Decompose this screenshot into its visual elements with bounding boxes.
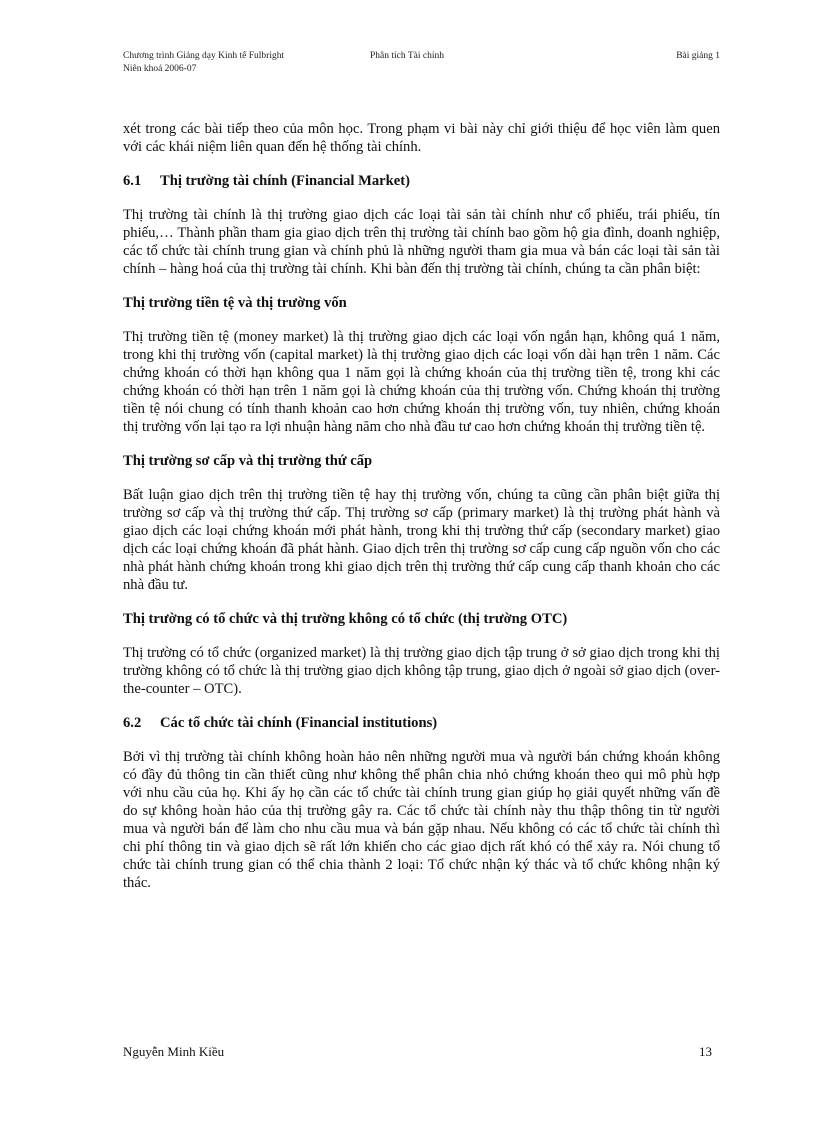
organized-otc-market-paragraph: Thị trường có tổ chức (organized market) là thị trường giao dịch tập trung ở sở giao dịch trong khi thị trường không có tổ chức là thị trường giao dịch không tập trung, giao dịch ở ngoài sở giao dịch (over-the-counter – OTC). [123,645,720,697]
money-capital-market-paragraph: Thị trường tiền tệ (money market) là thị trường giao dịch các loại vốn ngắn hạn, không quá 1 năm, trong khi thị trường vốn (capital market) là thị trường giao dịch các loại vốn dài hạn trên 1 năm. Các chứng khoán có thời hạn không qua 1 năm gọi là chứng khoán của thị trường tiền tệ, trong khi các chứng khoán có thời hạn trên 1 năm gọi là chứng khoán của thị trường vốn. Chứng khoán thị trường tiền tệ nói chung có tính thanh khoản cao hơn chứng khoán thị trường vốn, tuy nhiên, chứng khoán thị trường vốn lại tạo ra lợi nhuận hàng năm cho nhà đầu tư cao hơn chứng khoán thị trường tiền tệ. [123,329,720,435]
section-number: 6.2 [123,715,142,731]
footer-author: Nguyễn Minh Kiều [123,1044,225,1059]
subheading-primary-secondary-market: Thị trường sơ cấp và thị trường thứ cấp [123,453,373,469]
section-6-1-paragraph: Thị trường tài chính là thị trường giao dịch các loại tài sản tài chính như cổ phiếu, trái phiếu, tín phiếu,… Thành phần tham gia giao dịch trên thị trường tài chính bao gồm hộ gia đình, doanh nghiệp, các tổ chức tài chính trung gian và chính phủ là những người tham gia mua và bán các loại tài sản tài chính – hàng hoá của thị trường tài chính. Khi bàn đến thị trường tài chính, chúng ta cần phân biệt: [123,207,720,277]
intro-paragraph: xét trong các bài tiếp theo của môn học. Trong phạm vi bài này chỉ giới thiệu để học viên làm quen với các khái niệm liên quan đến hệ thống tài chính. [123,121,720,155]
section-number: 6.1 [123,173,142,189]
page-content [123,120,720,892]
section-6-2-paragraph: Bởi vì thị trường tài chính không hoàn hảo nên những người mua và người bán chứng khoán không có đầy đủ thông tin cần thiết cũng như không thể phân chia nhỏ chứng khoán theo qui mô phù hợp với nhu cầu của họ. Khi ấy họ cần các tổ chức tài chính trung gian giúp họ giải quyết những vấn đề do sự không hoàn hảo của thị trường gây ra. Các tổ chức tài chính này thu thập thông tin từ người mua và người bán để làm cho nhu cầu mua và bán gặp nhau. Nếu không có các tổ chức tài chính thì chi phí thông tin và giao dịch sẽ rất lớn khiến cho các giao dịch rất khó có thể xảy ra. Nói chung tổ chức tài chính trung gian có thể chia thành 2 loại: Tổ chức nhận ký thác và tổ chức không nhận ký thác. [123,749,720,891]
section-title: Thị trường tài chính (Financial Market) [160,173,410,189]
subheading-organized-otc-market: Thị trường có tổ chức và thị trường không có tổ chức (thị trường OTC) [123,611,568,627]
primary-secondary-market-paragraph: Bất luận giao dịch trên thị trường tiền tệ hay thị trường vốn, chúng ta cũng cần phân biệt giữa thị trường sơ cấp và thị trường thứ cấp. Thị trường sơ cấp (primary market) là thị trường phát hành và giao dịch các loại chứng khoán mới phát hành, trong khi thị trường thứ cấp (secondary market) giao dịch các loại chứng khoán đã phát hành. Giao dịch trên thị trường sơ cấp cung cấp nguồn vốn cho các nhà phát hành chứng khoán trong khi giao dịch trên thị trường thứ cấp cung cấp thanh khoản cho các nhà đầu tư. [123,487,720,593]
header-lecture: Bài giảng 1 [676,51,720,61]
footer-page-number: 13 [699,1044,712,1059]
subheading-money-capital-market: Thị trường tiền tệ và thị trường vốn [123,295,347,311]
section-title: Các tổ chức tài chính (Financial institutions) [160,715,438,731]
header-year: Niên khoá 2006-07 [123,64,197,74]
header-left [123,50,284,76]
section-heading-6-1 [123,172,720,190]
section-heading-6-2 [123,714,720,732]
header-subject: Phân tích Tài chính [370,51,444,61]
header-program: Chương trình Giảng dạy Kinh tế Fulbright [123,51,285,61]
